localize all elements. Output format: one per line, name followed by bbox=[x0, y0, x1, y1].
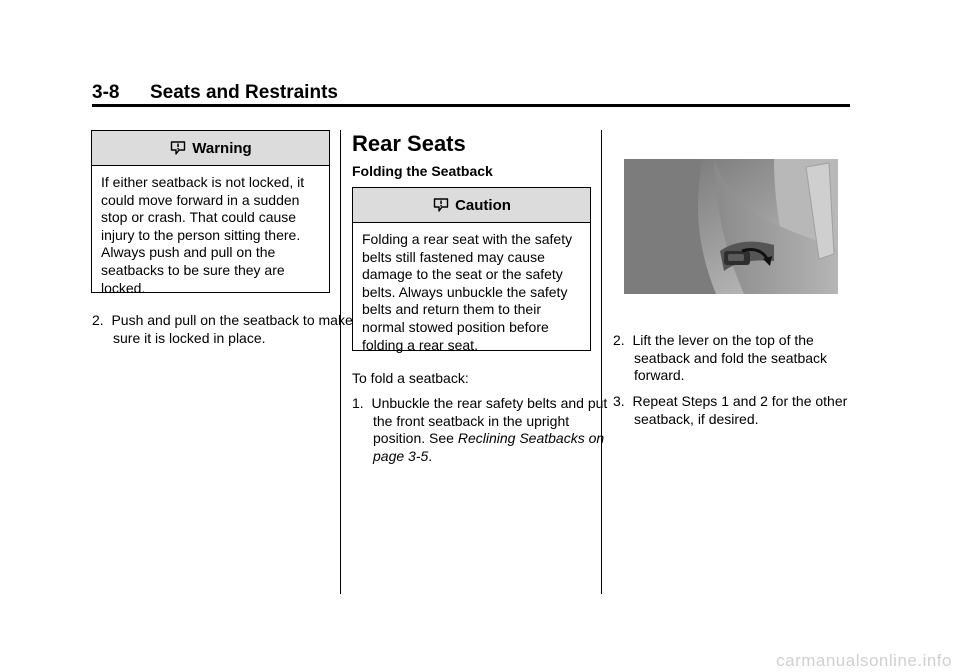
intro-text: To fold a seatback: bbox=[352, 370, 469, 386]
caution-box bbox=[352, 187, 591, 351]
left-step-2 bbox=[92, 312, 353, 347]
cross-reference-link[interactable]: Reclining Seatbacks on page 3-5 bbox=[373, 430, 605, 464]
step-number: 2. bbox=[92, 312, 104, 328]
step-number: 2. bbox=[613, 332, 625, 348]
watermark: carmanualsonline.info bbox=[776, 651, 952, 670]
warning-text: If either seatback is not locked, it could move forward in a sudden stop or crash. That could cause injury to the person sitting there. Always push and pull on the seatbacks to be sure they are locked. bbox=[101, 174, 305, 296]
step-text: Lift the lever on the top of the seatback and fold the seatback forward. bbox=[632, 332, 828, 384]
rear-seats-heading: Rear Seats bbox=[352, 131, 466, 156]
warning-title: Warning bbox=[192, 139, 252, 157]
warning-box-header bbox=[92, 131, 329, 166]
section-title: Seats and Restraints bbox=[150, 82, 338, 103]
right-step-3 bbox=[613, 393, 864, 428]
column-divider-right bbox=[601, 130, 602, 594]
column-divider-left bbox=[340, 130, 341, 594]
folding-seatback-subheading: Folding the Seatback bbox=[352, 163, 493, 179]
step-text-end: . bbox=[428, 447, 433, 464]
page-number: 3-8 bbox=[92, 82, 120, 103]
caution-symbol-icon bbox=[432, 196, 450, 214]
step-number: 1. bbox=[352, 395, 364, 411]
caution-title: Caution bbox=[455, 196, 511, 214]
step-text: Push and pull on the seatback to make sure it is locked in place. bbox=[111, 312, 353, 346]
caution-text: Folding a rear seat with the safety belts still fastened may cause damage to the seat or the safety belts. Always unbuckle the safety belts and return them to their normal stowed position before folding a rear seat. bbox=[362, 231, 573, 353]
right-step-2 bbox=[613, 332, 864, 385]
step-text: Unbuckle the rear safety belts and put the front seatback in the upright position. See bbox=[371, 395, 608, 447]
middle-step-1 bbox=[352, 395, 613, 465]
page-header bbox=[92, 82, 850, 107]
warning-box bbox=[91, 130, 330, 296]
caution-box-header bbox=[353, 188, 590, 223]
step-text: Repeat Steps 1 and 2 for the other seatback, if desired. bbox=[632, 393, 848, 427]
warning-symbol-icon bbox=[169, 139, 187, 157]
step-number: 3. bbox=[613, 393, 625, 409]
seatback-lever-photo bbox=[624, 159, 838, 294]
